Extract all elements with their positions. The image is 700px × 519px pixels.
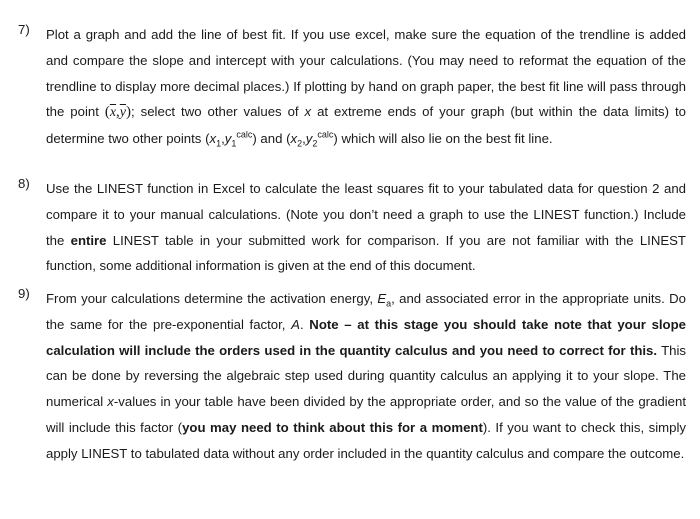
item-text: Use the LINEST function in Excel to calculate the least squares fit to your tabulated data for question 2 and compare it to your manual calculations. (Note you don’t need a graph to use the LINEST function.) Include the entire LINEST table in your submitted work for comparison. If you are not familiar with the LINEST function, some additional information is given at the end of this document. [46,181,686,274]
item-number: 7) [18,22,30,37]
list-item-9 [18,286,686,467]
list-item-8 [18,176,686,279]
item-number: 8) [18,176,30,191]
item-text: From your calculations determine the activation energy, $E_a$, and associated error in the appropriate units. Do the same for the pre-exponential factor, A. Note – at this stage you should take note that your slope calculation will include the orders used in the quantity calculus and you need to correct for this. This can be done by reversing the algebraic step used during quantity calculus an applying it to your slope. The numerical x-values in your table have been divided by the appropriate order, and so the value of the gradient will include this factor (you may need to think about this for a moment). If you want to check this, simply apply LINEST to tabulated data without any order included in the quantity calculus and compare the outcome. [46,291,687,461]
list-item-7 [18,22,686,152]
item-number: 9) [18,286,30,301]
item-text: Plot a graph and add the line of best fit. If you use excel, make sure the equation of the trendline is added and compare the slope and intercept with your calculations. (You may need to reformat the equation of the trendline to display more decimal places.) If plotting by hand on graph paper, the best fit line will pass through the point $(\overline{x},\overline{y})$; select two other values of x at extreme ends of your graph (but within the data limits) to determine two other points $(x_1,y_1^{calc})$ and $(x_2,y_2^{calc})$ which will also lie on the best fit line. [46,27,686,149]
